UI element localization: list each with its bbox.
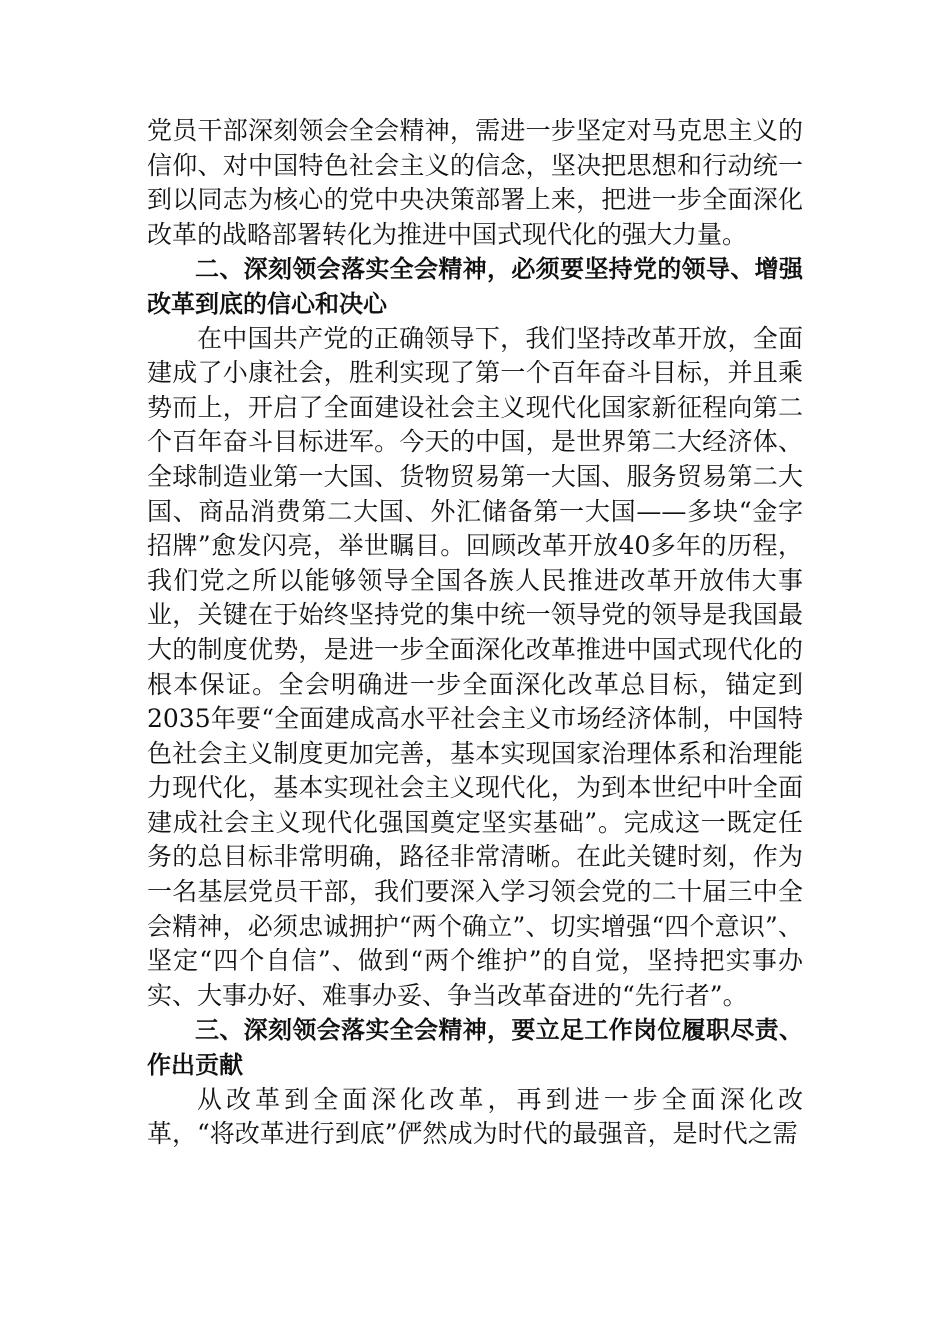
document-body (147, 114, 803, 1152)
section-heading-3: 三、深刻领会落实全会精神，要立足工作岗位履职尽责、作出贡献 (147, 1016, 803, 1080)
body-paragraph-2: 在中国共产党的正确领导下，我们坚持改革开放，全面建成了小康社会，胜利实现了第一个百年奋斗目标，并且乘势而上，开启了全面建设社会主义现代化国家新征程向第二个百年奋斗目标进军。今天的中国，是世界第二大经济体、全球制造业第一大国、货物贸易第一大国、服务贸易第二大国、商品消费第二大国、外汇储备第一大国——多块“金字招牌”愈发闪亮，举世瞩目。回顾改革开放40多年的历程，我们党之所以能够领导全国各族人民推进改革开放伟大事业，关键在于始终坚持党的集中统一领导党的领导是我国最大的制度优势，是进一步全面深化改革推进中国式现代化的根本保证。全会明确进一步全面深化改革总目标，锚定到2035年要“全面建成高水平社会主义市场经济体制，中国特色社会主义制度更加完善，基本实现国家治理体系和治理能力现代化，基本实现社会主义现代化，为到本世纪中叶全面建成社会主义现代化强国奠定坚实基础”。完成这一既定任务的总目标非常明确，路径非常清晰。在此关键时刻，作为一名基层党员干部，我们要深入学习领会党的二十届三中全会精神，必须忠诚拥护“两个确立”、切实增强“四个意识”、坚定“四个自信”、做到“两个维护”的自觉，坚持把实事办实、大事办好、难事办妥、争当改革奋进的“先行者”。 (147, 323, 803, 1010)
body-paragraph-1: 党员干部深刻领会全会精神，需进一步坚定对马克思主义的信仰、对中国特色社会主义的信念，坚决把思想和行动统一到以同志为核心的党中央决策部署上来，把进一步全面深化改革的战略部署转化为推进中国式现代化的强大力量。 (147, 116, 803, 249)
body-paragraph-3: 从改革到全面深化改革，再到进一步全面深化改革，“将改革进行到底”俨然成为时代的最强音，是时代之需 (147, 1084, 803, 1149)
section-heading-2: 二、深刻领会落实全会精神，必须要坚持党的领导、增强改革到底的信心和决心 (147, 255, 803, 318)
